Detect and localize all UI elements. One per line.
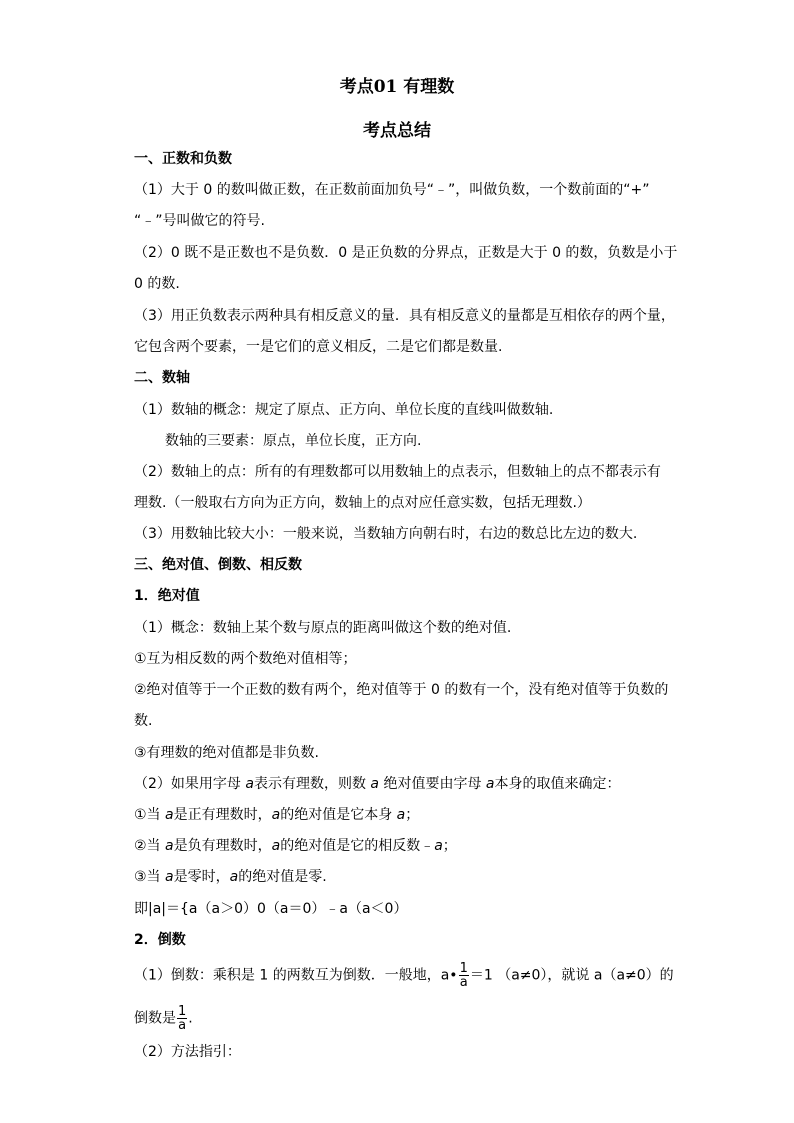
variable: a <box>434 838 443 854</box>
paragraph: （1）大于 0 的数叫做正数，在正数前面加负号“﹣”，叫做负数，一个数前面的“+” <box>134 182 650 198</box>
fraction-numerator: 1 <box>459 961 468 976</box>
section-heading-2: 二、数轴 <box>134 370 190 386</box>
list-item <box>134 837 457 855</box>
text: 的绝对值是它的相反数﹣ <box>280 838 435 854</box>
variable: a <box>370 776 379 792</box>
text: ； <box>405 807 420 823</box>
text: ②当 <box>134 838 166 854</box>
text: 是正有理数时， <box>173 807 272 823</box>
text: 绝对值要由字母 <box>379 776 486 792</box>
page-title: 考点01 有理数 <box>339 77 455 97</box>
fraction <box>459 962 469 989</box>
variable: a <box>271 807 281 823</box>
variable: a <box>245 776 254 792</box>
variable: a <box>396 807 406 823</box>
variable: a <box>165 838 174 854</box>
page-subtitle: 考点总结 <box>363 121 431 141</box>
paragraph: （1）概念：数轴上某个数与原点的距离叫做这个数的绝对值. <box>134 620 512 636</box>
variable: a <box>165 807 174 823</box>
text: ； <box>442 838 457 854</box>
text: 表示有理数，则数 <box>253 776 371 792</box>
text: （2）如果用字母 <box>134 776 246 792</box>
list-item: 数. <box>134 713 153 729</box>
variable: a <box>271 838 281 854</box>
paragraph: “﹣”号叫做它的符号. <box>134 213 265 229</box>
formula: 即|a|＝{a（a＞0）0（a＝0）﹣a（a＜0） <box>134 901 408 917</box>
subsection-heading-1: 1．绝对值 <box>134 588 200 604</box>
paragraph: （3）用正负数表示两种具有相反意义的量．具有相反意义的量都是互相依存的两个量， <box>134 308 675 324</box>
variable: a <box>229 869 239 885</box>
list-item: ①互为相反数的两个数绝对值相等； <box>134 651 357 667</box>
paragraph: （1）数轴的概念：规定了原点、正方向、单位长度的直线叫做数轴. <box>134 402 554 418</box>
section-heading-3: 三、绝对值、倒数、相反数 <box>134 557 302 573</box>
text: ①当 <box>134 807 166 823</box>
fraction-denominator: a <box>459 975 468 990</box>
text: 的绝对值是零. <box>238 869 327 885</box>
text: ③当 <box>134 869 166 885</box>
paragraph: （2）方法指引： <box>134 1044 241 1060</box>
paragraph <box>134 962 674 989</box>
paragraph: （2）数轴上的点：所有的有理数都可以用数轴上的点表示，但数轴上的点不都表示有 <box>134 464 661 480</box>
text: 是负有理数时， <box>173 838 272 854</box>
paragraph: 数轴的三要素：原点，单位长度，正方向. <box>165 433 422 449</box>
text: . <box>188 1010 193 1027</box>
text: （1）倒数：乘积是 1 的两数互为倒数．一般地，a• <box>134 967 458 984</box>
list-item <box>134 806 419 824</box>
text: 本身的取值来确定： <box>494 776 621 792</box>
text: 的绝对值是它本身 <box>280 807 397 823</box>
paragraph <box>134 775 621 793</box>
text: ＝1 （a≠0），就说 a（a≠0）的 <box>469 967 674 984</box>
paragraph: （2）0 既不是正数也不是负数．0 是正负数的分界点，正数是大于 0 的数，负数是小于 <box>134 245 678 261</box>
paragraph: 理数.（一般取右方向为正方向，数轴上的点对应任意实数，包括无理数.） <box>134 495 591 511</box>
fraction <box>177 1005 187 1032</box>
text: 倒数是 <box>134 1010 176 1027</box>
paragraph: （3）用数轴比较大小：一般来说，当数轴方向朝右时，右边的数总比左边的数大. <box>134 526 638 542</box>
paragraph: 0 的数. <box>134 276 180 292</box>
fraction-numerator: 1 <box>178 1004 187 1019</box>
paragraph: 它包含两个要素，一是它们的意义相反，二是它们都是数量. <box>134 339 503 355</box>
paragraph <box>134 1005 193 1032</box>
variable: a <box>485 776 495 792</box>
text: 是零时， <box>173 869 230 885</box>
fraction-denominator: a <box>178 1018 187 1033</box>
list-item: ②绝对值等于一个正数的数有两个，绝对值等于 0 的数有一个，没有绝对值等于负数的 <box>134 682 669 698</box>
list-item: ③有理数的绝对值都是非负数. <box>134 745 320 761</box>
section-heading-1: 一、正数和负数 <box>134 151 232 167</box>
list-item <box>134 868 327 886</box>
subsection-heading-2: 2．倒数 <box>134 932 186 948</box>
variable: a <box>165 869 174 885</box>
